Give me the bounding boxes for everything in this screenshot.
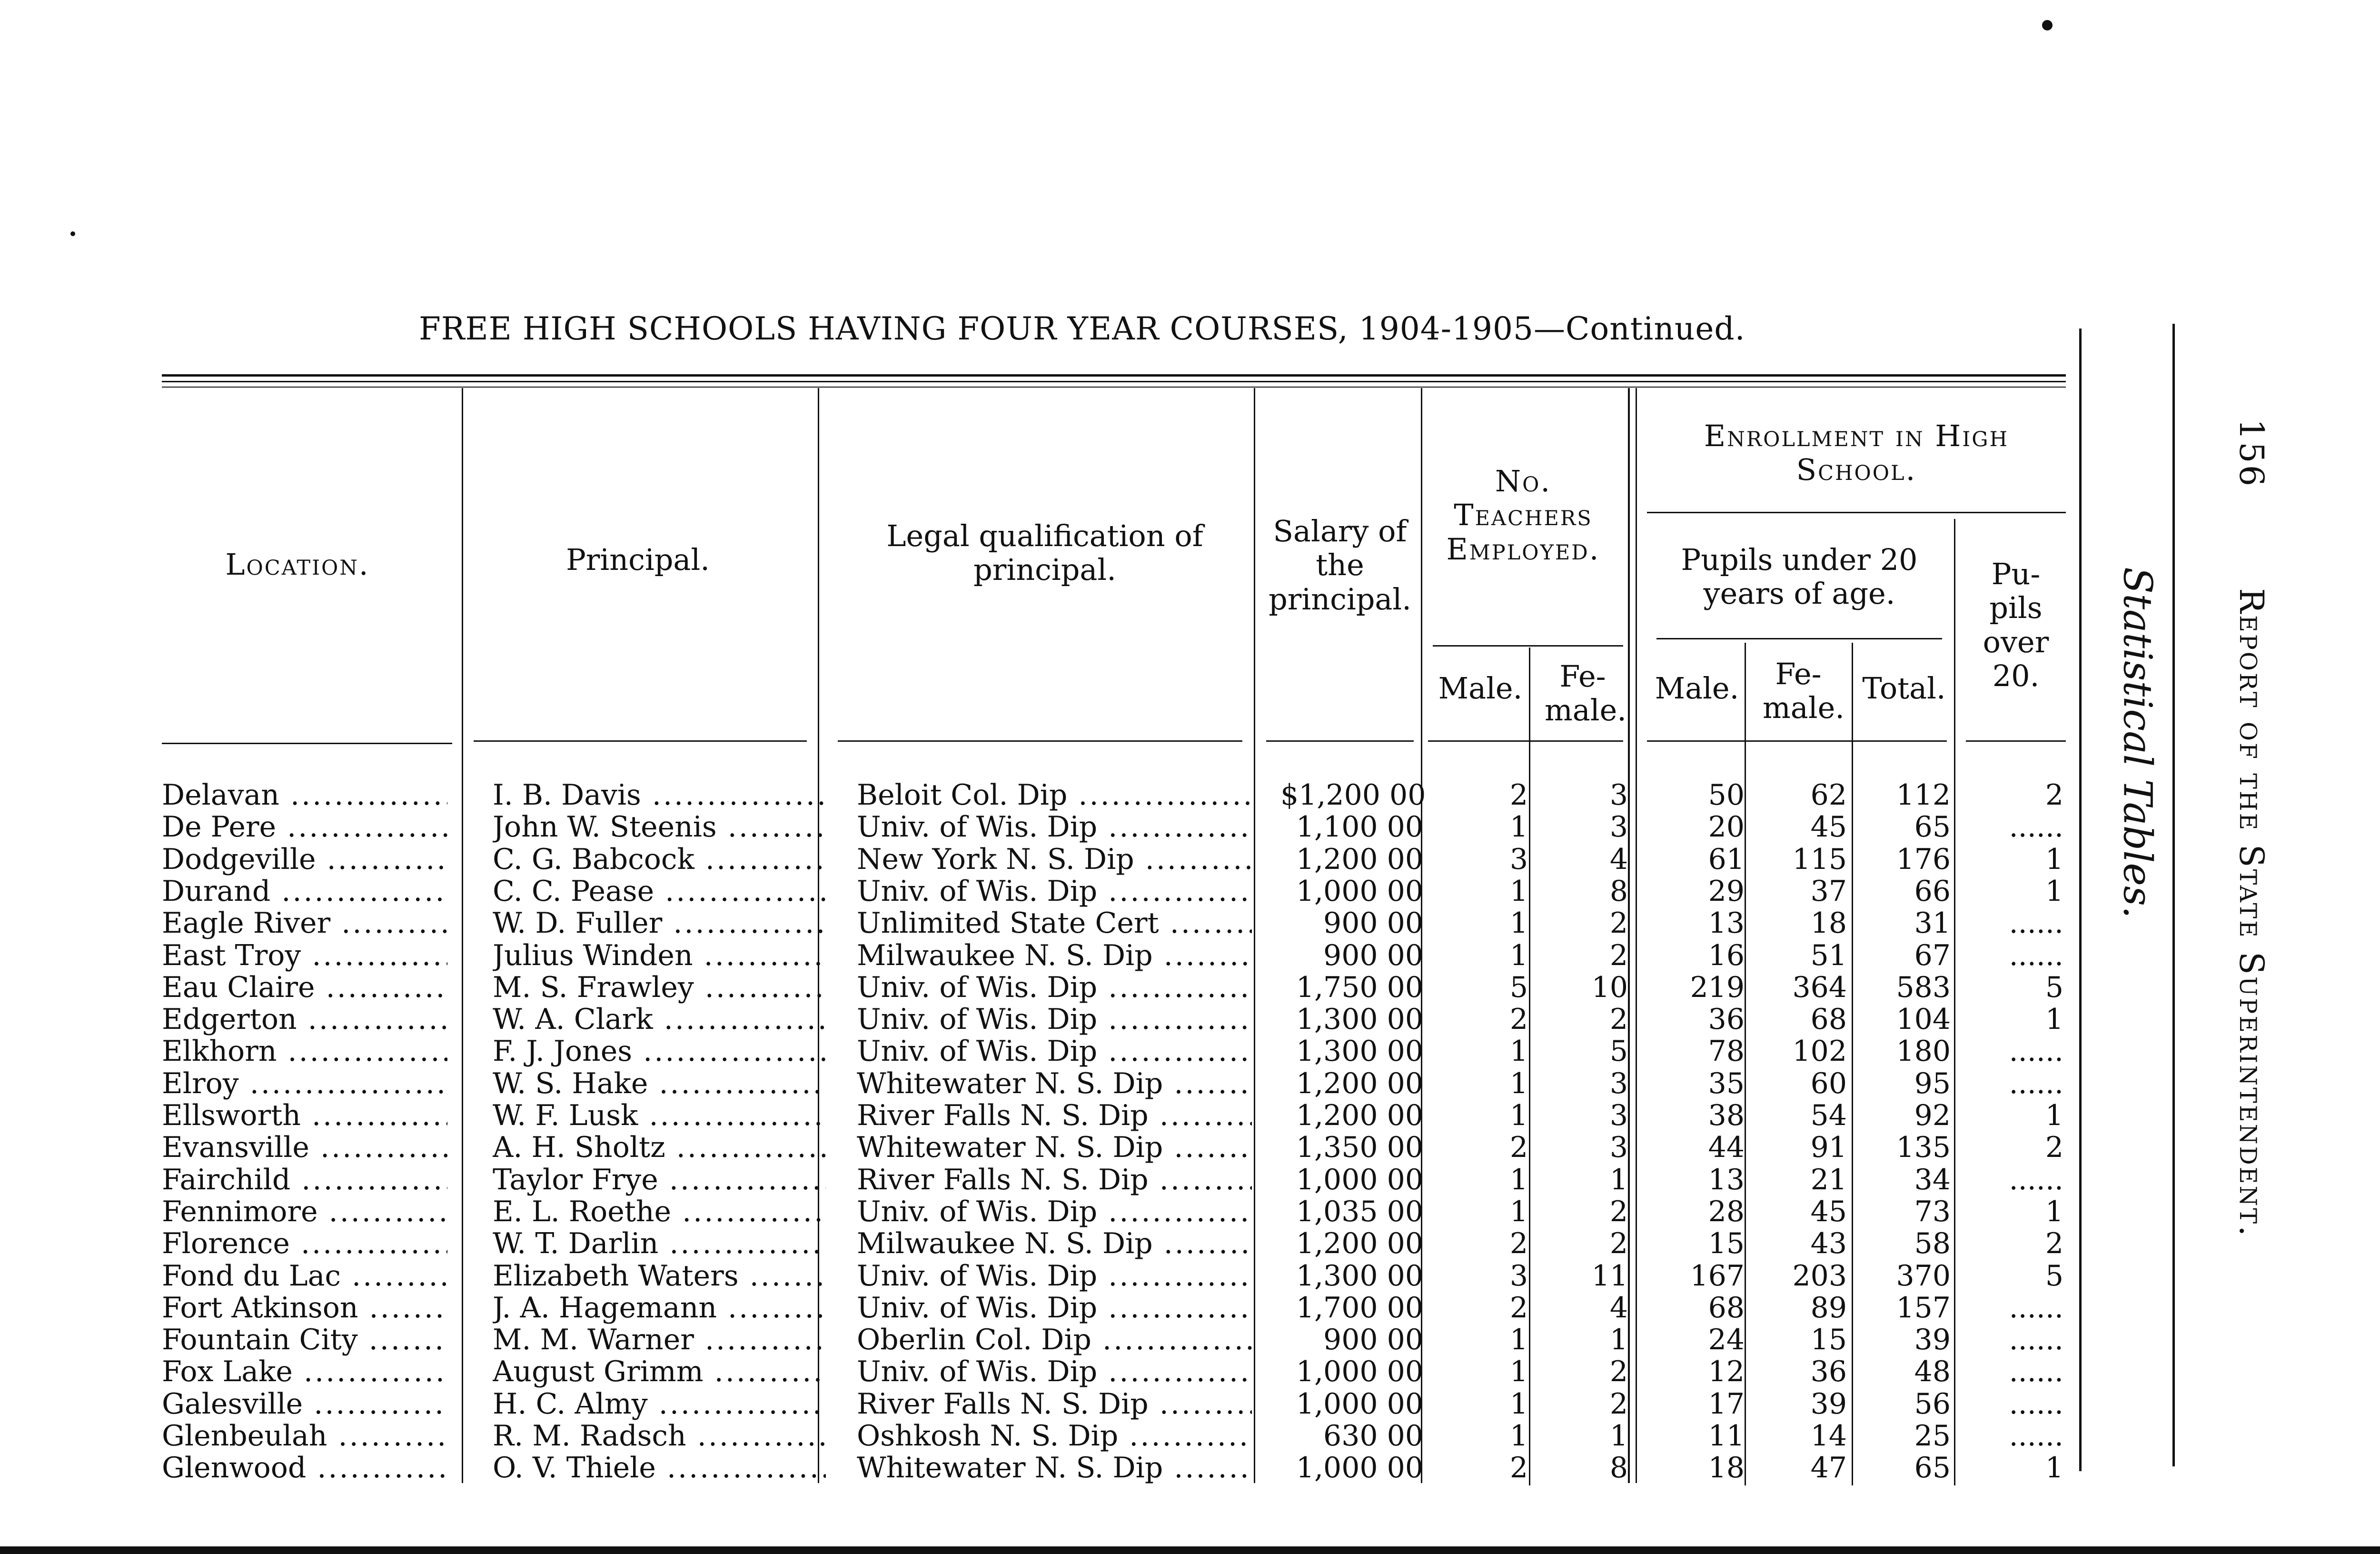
ink-speck: [2042, 20, 2053, 30]
cell-p-total: 31: [1914, 906, 1951, 940]
cell-t-male: 2: [1509, 1131, 1528, 1165]
cell-p-female: 36: [1810, 1355, 1847, 1389]
cell-p-female: 45: [1810, 810, 1847, 844]
cell-location: Glenbeulah .....: [162, 1420, 447, 1452]
cell-p-female: 89: [1810, 1291, 1847, 1325]
table-row: [0, 1292, 2094, 1324]
cell-t-female: 2: [1609, 1355, 1628, 1389]
header-bottom-rule: [1266, 740, 1414, 742]
cell-salary: 1,000 00: [1296, 874, 1423, 908]
cell-t-male: 1: [1509, 1323, 1528, 1357]
cell-salary: 1,700 00: [1296, 1291, 1423, 1325]
cell-principal: M. S. Frawley .....: [493, 971, 826, 1004]
cell-principal: W. T. Darlin .....: [493, 1227, 826, 1260]
cell-over20: ......: [2009, 1163, 2063, 1196]
cell-p-male: 13: [1708, 1163, 1745, 1196]
cell-qualification: Milwaukee N. S. Dip .....: [857, 1227, 1252, 1260]
cell-principal: John W. Steenis .....: [493, 811, 826, 843]
cell-p-total: 39: [1914, 1323, 1951, 1357]
cell-p-female: 54: [1810, 1099, 1847, 1132]
cell-principal: F. J. Jones .....: [493, 1035, 826, 1067]
cell-salary: 1,200 00: [1296, 1099, 1423, 1132]
cell-p-female: 68: [1810, 1003, 1847, 1036]
cell-p-male: 38: [1708, 1099, 1745, 1132]
cell-t-female: 2: [1609, 906, 1628, 940]
cell-salary: 1,200 00: [1296, 842, 1423, 876]
table-row: [0, 939, 2094, 972]
cell-t-male: 1: [1509, 1035, 1528, 1068]
page-bottom-edge: [0, 1546, 2380, 1554]
cell-t-male: 1: [1509, 1163, 1528, 1196]
cell-t-male: 2: [1509, 778, 1528, 812]
cell-over20: 1: [2045, 1195, 2063, 1228]
cell-qualification: Unlimited State Cert .....: [857, 907, 1252, 939]
cell-p-total: 58: [1914, 1227, 1951, 1261]
running-head: Report of the State Superintendent.: [2232, 588, 2271, 1238]
cell-p-male: 44: [1708, 1131, 1745, 1165]
cell-p-total: 65: [1914, 1451, 1951, 1485]
cell-p-male: 12: [1708, 1355, 1745, 1389]
cell-p-female: 364: [1792, 970, 1847, 1004]
cell-p-male: 18: [1708, 1451, 1745, 1485]
cell-qualification: Whitewater N. S. Dip .....: [857, 1452, 1252, 1484]
cell-p-male: 24: [1708, 1323, 1745, 1357]
cell-principal: A. H. Sholtz .....: [493, 1131, 826, 1164]
table-row: [0, 1227, 2094, 1260]
cell-salary: $1,200 00: [1280, 778, 1426, 812]
header-bottom-rule: [1428, 740, 1623, 742]
cell-salary: 1,750 00: [1296, 970, 1423, 1004]
table-title: FREE HIGH SCHOOLS HAVING FOUR YEAR COURSES, 1904-1905—Continued.: [419, 310, 1745, 347]
cell-t-female: 2: [1609, 1227, 1628, 1261]
table-row: [0, 1260, 2094, 1292]
cell-p-total: 157: [1896, 1291, 1951, 1325]
cell-t-male: 1: [1509, 1387, 1528, 1421]
table-row: [0, 907, 2094, 939]
cell-over20: 2: [2045, 778, 2063, 812]
cell-p-male: 16: [1708, 938, 1745, 972]
cell-over20: 1: [2045, 842, 2063, 876]
cell-over20: ......: [2009, 1035, 2063, 1068]
cell-qualification: Univ. of Wis. Dip .....: [857, 1035, 1252, 1067]
cell-principal: C. C. Pease .....: [493, 875, 826, 907]
cell-t-female: 3: [1609, 1099, 1628, 1132]
table-row: [0, 1452, 2094, 1484]
cell-p-total: 180: [1896, 1035, 1951, 1068]
header-qualification: Legal qualification of principal.: [886, 518, 1203, 588]
header-bottom-rule: [1647, 740, 1947, 742]
header-salary: Salary of the principal.: [1269, 514, 1411, 617]
cell-location: Galesville .....: [162, 1388, 447, 1420]
cell-t-female: 2: [1609, 1195, 1628, 1228]
cell-principal: Taylor Frye .....: [493, 1164, 826, 1196]
cell-qualification: Beloit Col. Dip .....: [857, 779, 1252, 811]
cell-location: Fond du Lac .....: [162, 1260, 447, 1292]
cell-p-total: 65: [1914, 810, 1951, 844]
cell-t-female: 3: [1609, 810, 1628, 844]
cell-t-female: 1: [1609, 1163, 1628, 1196]
cell-t-male: 3: [1509, 1259, 1528, 1293]
cell-location: Eau Claire .....: [162, 971, 447, 1004]
cell-qualification: Univ. of Wis. Dip .....: [857, 811, 1252, 843]
cell-p-female: 39: [1810, 1387, 1847, 1421]
cell-p-male: 13: [1708, 906, 1745, 940]
cell-salary: 900 00: [1323, 938, 1423, 972]
table-row: [0, 1324, 2094, 1356]
cell-over20: 5: [2045, 970, 2063, 1004]
cell-t-female: 2: [1609, 938, 1628, 972]
cell-t-male: 2: [1509, 1451, 1528, 1485]
cell-p-total: 48: [1914, 1355, 1951, 1389]
cell-t-male: 2: [1509, 1003, 1528, 1036]
cell-t-male: 2: [1509, 1291, 1528, 1325]
cell-location: Edgerton .....: [162, 1003, 447, 1036]
cell-p-total: 583: [1896, 970, 1951, 1004]
cell-t-male: 1: [1509, 1195, 1528, 1228]
table-row: [0, 843, 2094, 876]
header-under20-group: Pupils under 20 years of age.: [1681, 542, 1918, 611]
cell-location: Evansville .....: [162, 1131, 447, 1164]
cell-qualification: Univ. of Wis. Dip .....: [857, 1260, 1252, 1292]
cell-over20: 1: [2045, 1003, 2063, 1036]
frame-right-outer: [2172, 324, 2175, 1466]
cell-p-female: 21: [1810, 1163, 1847, 1196]
cell-t-female: 5: [1609, 1035, 1628, 1068]
cell-principal: W. D. Fuller .....: [493, 907, 826, 939]
cell-over20: ......: [2009, 1419, 2063, 1453]
cell-p-total: 66: [1914, 874, 1951, 908]
cell-t-female: 2: [1609, 1003, 1628, 1036]
cell-principal: E. L. Roethe .....: [493, 1195, 826, 1228]
cell-qualification: Univ. of Wis. Dip .....: [857, 971, 1252, 1004]
table-row: [0, 1099, 2094, 1132]
cell-t-female: 11: [1591, 1259, 1628, 1293]
cell-location: Eagle River .....: [162, 907, 447, 939]
cell-salary: 900 00: [1323, 1323, 1423, 1357]
cell-over20: ......: [2009, 810, 2063, 844]
cell-p-male: 36: [1708, 1003, 1745, 1036]
cell-p-total: 67: [1914, 938, 1951, 972]
cell-p-female: 60: [1810, 1066, 1847, 1100]
cell-location: Ellsworth .....: [162, 1099, 447, 1132]
cell-over20: ......: [2009, 1066, 2063, 1100]
cell-t-male: 1: [1509, 1066, 1528, 1100]
cell-salary: 1,300 00: [1296, 1003, 1423, 1036]
cell-p-male: 17: [1708, 1387, 1745, 1421]
table-row: [0, 1035, 2094, 1067]
cell-over20: ......: [2009, 938, 2063, 972]
cell-over20: ......: [2009, 1355, 2063, 1389]
cell-p-total: 92: [1914, 1099, 1951, 1132]
cell-p-total: 176: [1896, 842, 1951, 876]
header-under20-total: Total.: [1862, 671, 1946, 706]
cell-p-male: 35: [1708, 1066, 1745, 1100]
cell-over20: 1: [2045, 874, 2063, 908]
cell-t-male: 1: [1509, 906, 1528, 940]
header-bottom-rule: [162, 743, 452, 744]
cell-over20: 1: [2045, 1099, 2063, 1132]
table-row: [0, 1420, 2094, 1452]
header-principal: Principal.: [566, 542, 710, 577]
cell-t-female: 10: [1591, 970, 1628, 1004]
cell-qualification: Oshkosh N. S. Dip .....: [857, 1420, 1252, 1452]
table-row: [0, 1067, 2094, 1100]
cell-p-female: 15: [1810, 1323, 1847, 1357]
cell-principal: W. A. Clark .....: [493, 1003, 826, 1036]
cell-p-female: 51: [1810, 938, 1847, 972]
cell-p-total: 34: [1914, 1163, 1951, 1196]
cell-t-male: 1: [1509, 874, 1528, 908]
cell-qualification: Milwaukee N. S. Dip .....: [857, 939, 1252, 972]
cell-location: Fountain City .....: [162, 1324, 447, 1356]
cell-p-female: 47: [1810, 1451, 1847, 1485]
page-running-header: [2232, 419, 2271, 1238]
cell-t-female: 8: [1609, 874, 1628, 908]
table-row: [0, 1003, 2094, 1036]
cell-location: Dodgeville .....: [162, 843, 447, 876]
cell-over20: ......: [2009, 1323, 2063, 1357]
table-row: [0, 1131, 2094, 1164]
cell-p-female: 115: [1792, 842, 1847, 876]
cell-location: Florence .....: [162, 1227, 447, 1260]
cell-p-total: 73: [1914, 1195, 1951, 1228]
cell-p-male: 29: [1708, 874, 1745, 908]
cell-p-female: 43: [1810, 1227, 1847, 1261]
cell-qualification: Univ. of Wis. Dip .....: [857, 1355, 1252, 1388]
cell-p-male: 68: [1708, 1291, 1745, 1325]
cell-t-male: 1: [1509, 810, 1528, 844]
cell-qualification: Whitewater N. S. Dip .....: [857, 1067, 1252, 1100]
cell-p-female: 37: [1810, 874, 1847, 908]
cell-over20: 1: [2045, 1451, 2063, 1485]
cell-over20: ......: [2009, 1291, 2063, 1325]
cell-qualification: Univ. of Wis. Dip .....: [857, 1292, 1252, 1324]
cell-salary: 1,000 00: [1296, 1355, 1423, 1389]
cell-p-male: 78: [1708, 1035, 1745, 1068]
header-rule: [1656, 638, 1942, 639]
cell-principal: Elizabeth Waters .....: [493, 1260, 826, 1292]
table-row: [0, 1164, 2094, 1196]
cell-t-female: 1: [1609, 1323, 1628, 1357]
cell-salary: 1,350 00: [1296, 1131, 1423, 1165]
cell-p-total: 95: [1914, 1066, 1951, 1100]
cell-p-female: 18: [1810, 906, 1847, 940]
cell-salary: 1,000 00: [1296, 1163, 1423, 1196]
cell-p-male: 11: [1708, 1419, 1745, 1453]
header-bottom-rule: [838, 740, 1242, 742]
cell-p-total: 370: [1896, 1259, 1951, 1293]
cell-t-female: 3: [1609, 1131, 1628, 1165]
header-location: Location.: [225, 547, 370, 582]
header-under20-male: Male.: [1655, 671, 1739, 706]
cell-p-total: 25: [1914, 1419, 1951, 1453]
cell-salary: 1,035 00: [1296, 1195, 1423, 1228]
cell-principal: W. S. Hake .....: [493, 1067, 826, 1100]
cell-principal: August Grimm .....: [493, 1355, 826, 1388]
header-over20: Pu-pils over 20.: [1983, 557, 2049, 693]
cell-p-female: 14: [1810, 1419, 1847, 1453]
top-rule: [162, 374, 2066, 377]
table-row: [0, 811, 2094, 843]
cell-p-male: 20: [1708, 810, 1745, 844]
cell-t-male: 3: [1509, 842, 1528, 876]
cell-principal: C. G. Babcock .....: [493, 843, 826, 876]
cell-qualification: River Falls N. S. Dip .....: [857, 1164, 1252, 1196]
table-row: [0, 1355, 2094, 1388]
cell-qualification: Univ. of Wis. Dip .....: [857, 875, 1252, 907]
cell-t-male: 1: [1509, 1355, 1528, 1389]
cell-location: Glenwood .....: [162, 1452, 447, 1484]
cell-salary: 1,300 00: [1296, 1259, 1423, 1293]
cell-principal: I. B. Davis .....: [493, 779, 826, 811]
cell-p-female: 62: [1810, 778, 1847, 812]
cell-location: Elroy .....: [162, 1067, 447, 1100]
header-bottom-rule: [1966, 740, 2066, 742]
cell-t-female: 4: [1609, 1291, 1628, 1325]
cell-qualification: River Falls N. S. Dip .....: [857, 1388, 1252, 1420]
cell-location: Delavan .....: [162, 779, 447, 811]
top-rule-thin: [162, 387, 2066, 388]
table-row: [0, 971, 2094, 1004]
cell-t-male: 1: [1509, 1419, 1528, 1453]
cell-location: De Pere .....: [162, 811, 447, 843]
cell-location: Fort Atkinson .....: [162, 1292, 447, 1324]
cell-location: Fennimore .....: [162, 1195, 447, 1228]
cell-p-male: 50: [1708, 778, 1745, 812]
cell-over20: 2: [2045, 1227, 2063, 1261]
cell-p-total: 56: [1914, 1387, 1951, 1421]
side-title: Statistical Tables.: [2114, 567, 2160, 919]
page-number: 156: [2232, 418, 2271, 488]
cell-over20: ......: [2009, 906, 2063, 940]
header-teachers-group: No. Teachers Employed.: [1446, 464, 1600, 567]
cell-p-male: 28: [1708, 1195, 1745, 1228]
cell-principal: W. F. Lusk .....: [493, 1099, 826, 1132]
cell-salary: 1,300 00: [1296, 1035, 1423, 1068]
cell-t-male: 5: [1509, 970, 1528, 1004]
cell-p-female: 102: [1792, 1035, 1847, 1068]
header-rule: [1433, 645, 1623, 647]
cell-over20: ......: [2009, 1387, 2063, 1421]
cell-qualification: River Falls N. S. Dip .....: [857, 1099, 1252, 1132]
table-row: [0, 1195, 2094, 1228]
cell-location: East Troy .....: [162, 939, 447, 972]
cell-location: Durand .....: [162, 875, 447, 907]
cell-over20: 2: [2045, 1131, 2063, 1165]
cell-principal: H. C. Almy .....: [493, 1388, 826, 1420]
table-row: [0, 1388, 2094, 1420]
cell-p-male: 219: [1690, 970, 1745, 1004]
cell-p-male: 15: [1708, 1227, 1745, 1261]
header-bottom-rule: [474, 740, 807, 742]
cell-salary: 1,200 00: [1296, 1066, 1423, 1100]
cell-t-female: 3: [1609, 1066, 1628, 1100]
cell-principal: M. M. Warner .....: [493, 1324, 826, 1356]
cell-salary: 1,000 00: [1296, 1387, 1423, 1421]
cell-t-female: 3: [1609, 778, 1628, 812]
cell-t-female: 1: [1609, 1419, 1628, 1453]
cell-salary: 900 00: [1323, 906, 1423, 940]
ink-speck: [70, 231, 75, 236]
cell-principal: Julius Winden .....: [493, 939, 826, 972]
cell-p-female: 45: [1810, 1195, 1847, 1228]
cell-t-male: 1: [1509, 938, 1528, 972]
cell-qualification: Univ. of Wis. Dip .....: [857, 1003, 1252, 1036]
cell-p-total: 112: [1896, 778, 1951, 812]
cell-location: Fairchild .....: [162, 1164, 447, 1196]
cell-t-male: 2: [1509, 1227, 1528, 1261]
header-enrollment-group: Enrollment in High School.: [1704, 418, 2009, 488]
cell-qualification: Oberlin Col. Dip .....: [857, 1324, 1252, 1356]
cell-salary: 1,000 00: [1296, 1451, 1423, 1485]
cell-salary: 1,200 00: [1296, 1227, 1423, 1261]
table-row: [0, 875, 2094, 907]
cell-location: Fox Lake .....: [162, 1355, 447, 1388]
cell-t-female: 2: [1609, 1387, 1628, 1421]
top-rule-thin: [162, 381, 2066, 382]
cell-t-male: 1: [1509, 1099, 1528, 1132]
cell-qualification: Univ. of Wis. Dip .....: [857, 1195, 1252, 1228]
cell-qualification: Whitewater N. S. Dip .....: [857, 1131, 1252, 1164]
cell-principal: J. A. Hagemann .....: [493, 1292, 826, 1324]
cell-location: Elkhorn .....: [162, 1035, 447, 1067]
cell-p-total: 104: [1896, 1003, 1951, 1036]
table-row: [0, 779, 2094, 811]
cell-principal: O. V. Thiele .....: [493, 1452, 826, 1484]
cell-p-female: 203: [1792, 1259, 1847, 1293]
cell-t-female: 4: [1609, 842, 1628, 876]
header-teachers-male: Male.: [1438, 671, 1523, 706]
cell-t-female: 8: [1609, 1451, 1628, 1485]
header-under20-female: Fe-male.: [1763, 657, 1844, 726]
header-teachers-female: Fe-male.: [1545, 659, 1626, 728]
cell-qualification: New York N. S. Dip .....: [857, 843, 1252, 876]
cell-p-female: 91: [1810, 1131, 1847, 1165]
cell-p-male: 61: [1708, 842, 1745, 876]
cell-salary: 1,100 00: [1296, 810, 1423, 844]
cell-over20: 5: [2045, 1259, 2063, 1293]
cell-principal: R. M. Radsch .....: [493, 1420, 826, 1452]
cell-salary: 630 00: [1323, 1419, 1423, 1453]
header-rule: [1647, 512, 2066, 513]
cell-p-male: 167: [1690, 1259, 1745, 1293]
cell-p-total: 135: [1896, 1131, 1951, 1165]
